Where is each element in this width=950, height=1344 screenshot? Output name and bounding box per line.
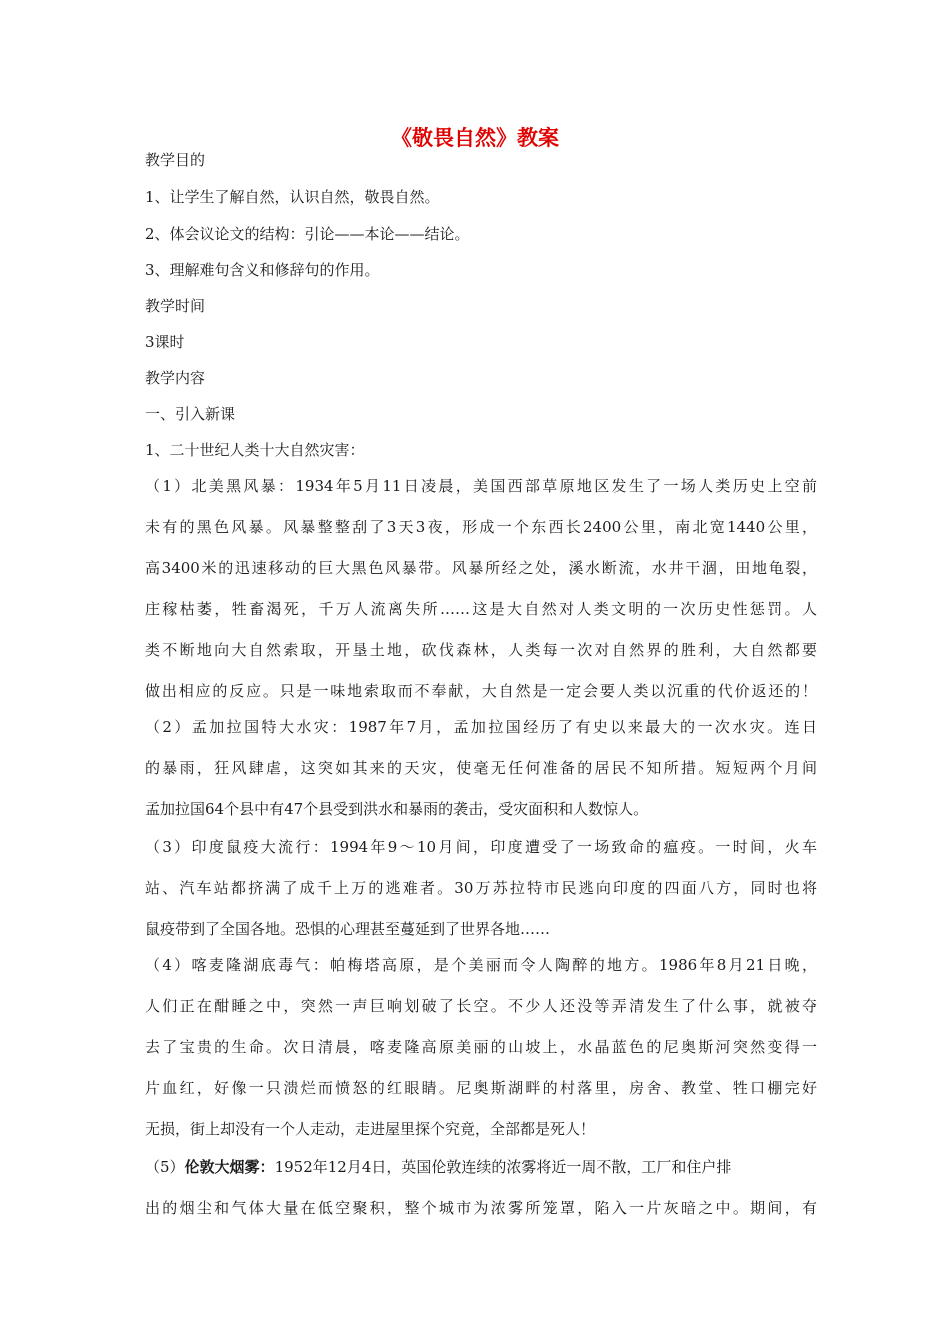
disaster-1-line-6: 做出相应的反应。只是一味地索取而不奉献，大自然是一定会要人类以沉重的代价返还的！ xyxy=(145,682,817,700)
disaster-3-line-3: 鼠疫带到了全国各地。恐惧的心理甚至蔓延到了世界各地…… xyxy=(145,920,551,938)
objective-2: 2、体会议论文的结构：引论——本论——结论。 xyxy=(145,225,470,243)
disaster-1-line-1: （1）北美黑风暴：1934年5月11日凌晨，美国西部草原地区发生了一场人类历史上空前 xyxy=(145,477,817,495)
disaster-1-line-5: 类不断地向大自然索取，开垦土地，砍伐森林，人类每一次对自然界的胜利，大自然都要 xyxy=(145,641,817,659)
time-value: 3课时 xyxy=(145,333,185,351)
objectives-heading: 教学目的 xyxy=(145,151,206,169)
disaster-1-line-3: 高3400米的迅速移动的巨大黑色风暴带。风暴所经之处，溪水断流，水井干涸，田地龟裂， xyxy=(145,559,817,577)
disaster-4-line-1: （4）喀麦隆湖底毒气：帕梅塔高原，是个美丽而令人陶醉的地方。1986年8月21日晚， xyxy=(145,956,817,974)
disaster-5-line-1-rest: 1952年12月4日，英国伦敦连续的浓雾将近一周不散，工厂和住户排 xyxy=(274,1158,732,1176)
disaster-3-line-2: 站、汽车站都挤满了成千上万的逃难者。30万苏拉特市民逃向印度的四面八方，同时也将 xyxy=(145,879,817,897)
disaster-5-line-1 xyxy=(145,1157,731,1177)
disaster-5-line-2: 出的烟尘和气体大量在低空聚积，整个城市为浓雾所笼罩，陷入一片灰暗之中。期间，有 xyxy=(145,1199,817,1217)
disaster-5-prefix: （5） xyxy=(145,1158,185,1176)
disaster-2-line-1: （2）孟加拉国特大水灾：1987年7月，孟加拉国经历了有史以来最大的一次水灾。连日 xyxy=(145,718,817,736)
disaster-4-line-4: 片血红，好像一只溃烂而愤怒的红眼睛。尼奥斯湖畔的村落里，房舍、教堂、牲口棚完好 xyxy=(145,1079,817,1097)
disaster-1-line-2: 未有的黑色风暴。风暴整整刮了3天3夜，形成一个东西长2400公里，南北宽1440公里， xyxy=(145,518,817,536)
objective-1: 1、让学生了解自然，认识自然，敬畏自然。 xyxy=(145,188,440,206)
disaster-2-line-3: 孟加拉国64个县中有47个县受到洪水和暴雨的袭击，受灾面积和人数惊人。 xyxy=(145,800,649,818)
disaster-4-line-3: 去了宝贵的生命。次日清晨，喀麦隆高原美丽的山坡上，水晶蓝色的尼奥斯河突然变得一 xyxy=(145,1038,817,1056)
disaster-3-line-1: （3）印度鼠疫大流行：1994年9～10月间，印度遭受了一场致命的瘟疫。一时间，火车 xyxy=(145,838,817,856)
time-heading: 教学时间 xyxy=(145,297,206,315)
disaster-4-line-2: 人们正在酣睡之中，突然一声巨响划破了长空。不少人还没等弄清发生了什么事，就被夺 xyxy=(145,997,817,1015)
disaster-5-name: 伦敦大烟雾： xyxy=(184,1158,275,1176)
disaster-2-line-2: 的暴雨，狂风肆虐，这突如其来的天灾，使毫无任何准备的居民不知所措。短短两个月间 xyxy=(145,759,817,777)
disaster-1-line-4: 庄稼枯萎，牲畜渴死，千万人流离失所……这是大自然对人类文明的一次历史性惩罚。人 xyxy=(145,600,817,618)
part-1-heading: 一、引入新课 xyxy=(145,405,236,423)
objective-3: 3、理解难句含义和修辞句的作用。 xyxy=(145,261,380,279)
item-1-heading: 1、二十世纪人类十大自然灾害： xyxy=(145,441,365,459)
disaster-4-line-5: 无损，街上却没有一个人走动，走进屋里探个究竟，全部都是死人！ xyxy=(145,1120,596,1138)
document-title: 《敬畏自然》教案 xyxy=(391,125,559,150)
content-heading: 教学内容 xyxy=(145,369,206,387)
